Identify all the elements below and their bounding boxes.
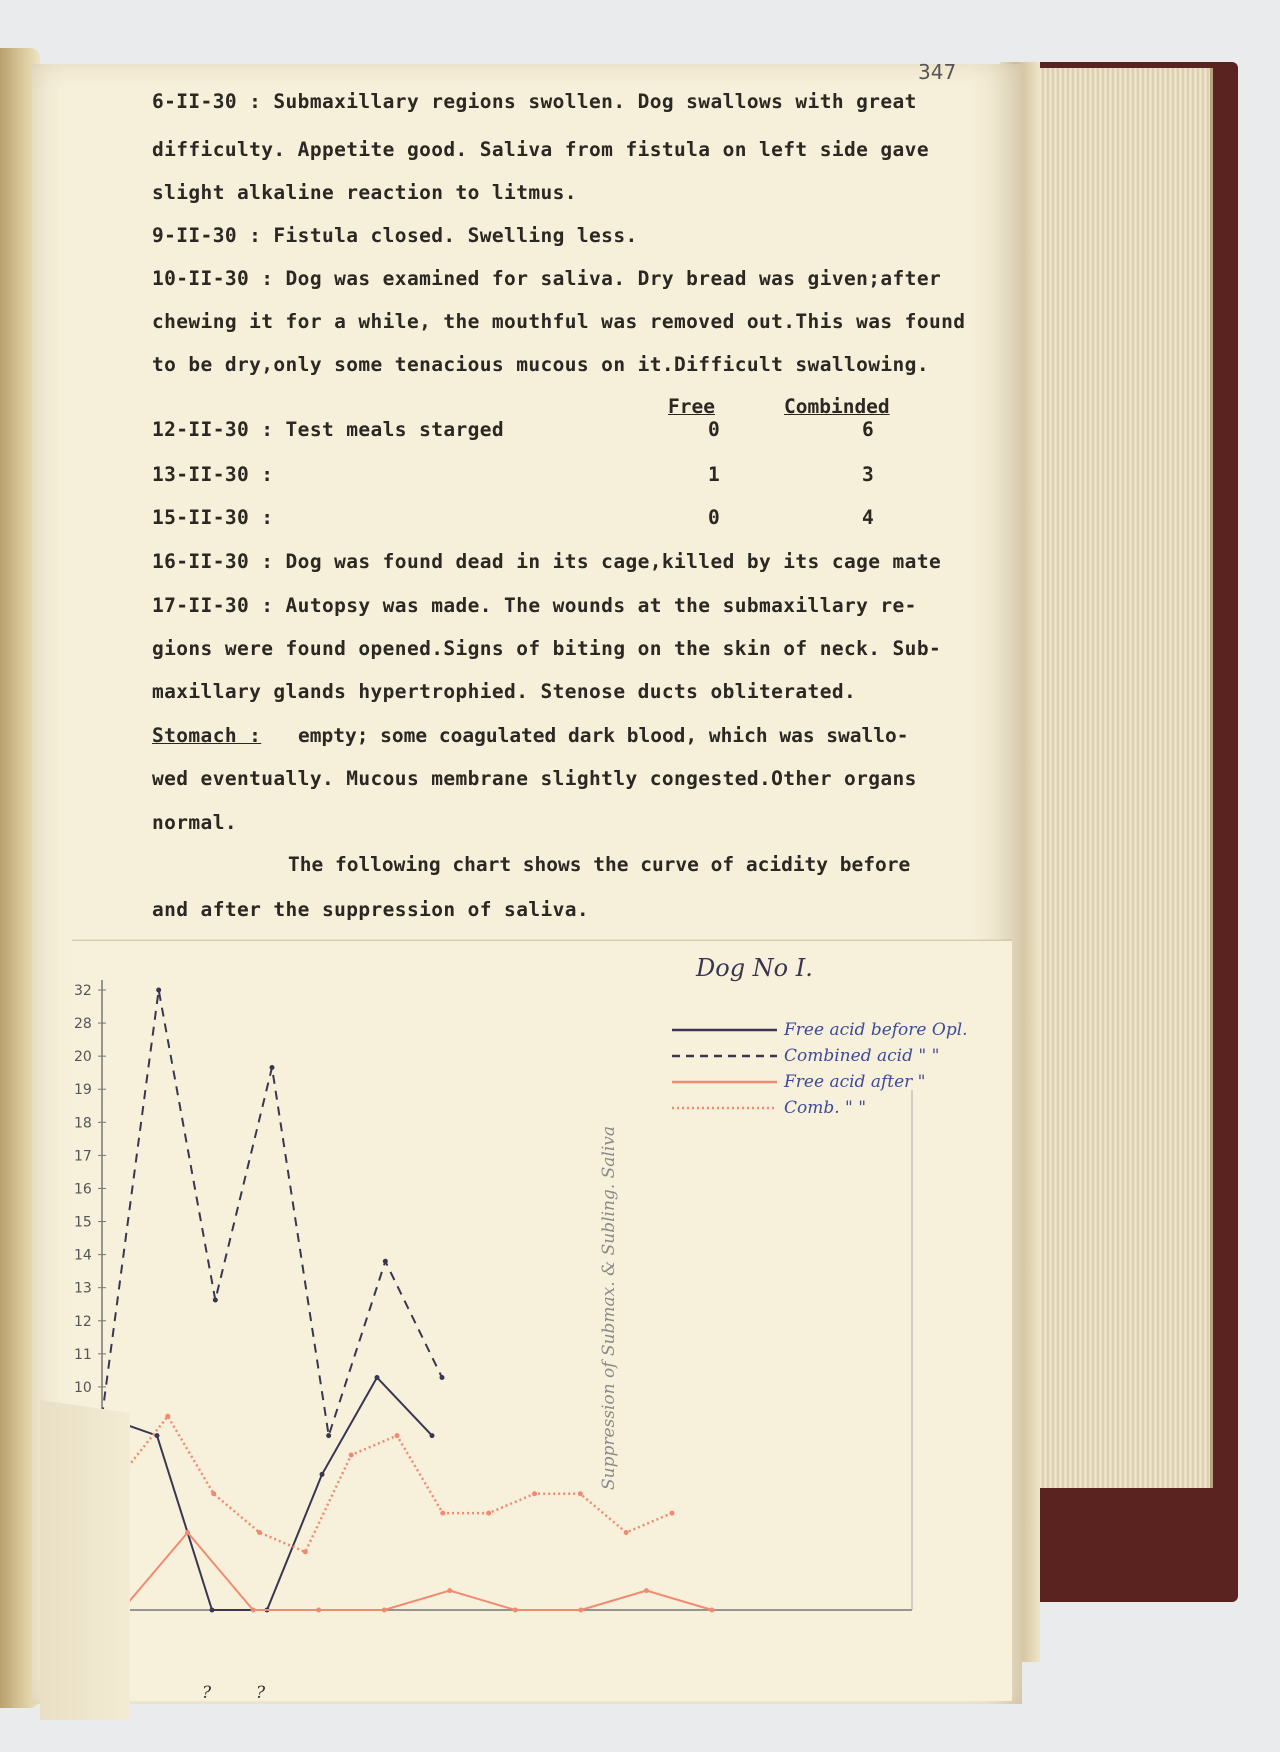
y-tick-label: 13 <box>74 1280 92 1297</box>
data-point <box>578 1491 583 1496</box>
data-point <box>213 1298 218 1303</box>
y-tick-label: 18 <box>74 1115 92 1132</box>
question-mark: ? <box>202 1683 212 1700</box>
data-point <box>320 1472 325 1477</box>
data-point <box>270 1065 275 1070</box>
data-point <box>670 1511 675 1516</box>
page-stack-edges <box>1030 68 1213 1488</box>
text-line: gions were found opened.Signs of biting on the skin of neck. Sub- <box>152 637 942 660</box>
data-point <box>440 1375 445 1380</box>
data-point <box>395 1433 400 1438</box>
y-tick-label: 28 <box>74 1016 92 1033</box>
text-line: slight alkaline reaction to litmus. <box>152 181 577 204</box>
chart-legend <box>672 1020 968 1118</box>
data-point <box>257 1530 262 1535</box>
text-line: wed eventually. Mucous membrane slightly congested.Other organs <box>152 767 917 790</box>
text-line: maxillary glands hypertrophied. Stenose ducts obliterated. <box>152 680 857 703</box>
legend-label: Free acid after " <box>784 1072 926 1092</box>
text-line: and after the suppression of saliva. <box>152 898 590 921</box>
table-row-date: 12-II-30 : Test meals starged <box>152 418 505 441</box>
legend-label: Comb. " " <box>784 1098 867 1118</box>
text-line: difficulty. Appetite good. Saliva from fistula on left side gave <box>152 138 929 161</box>
data-point <box>156 988 161 993</box>
data-point <box>303 1549 308 1554</box>
table-cell-combined: 3 <box>862 463 874 486</box>
stomach-label: Stomach : <box>152 724 262 747</box>
acidity-chart <box>72 940 1012 1700</box>
series-line <box>102 990 442 1436</box>
y-tick-label: 14 <box>74 1247 92 1264</box>
y-tick-label: 11 <box>74 1346 92 1363</box>
y-tick-label: 19 <box>74 1082 92 1099</box>
data-point <box>251 1608 256 1613</box>
y-tick-label: 32 <box>74 983 92 999</box>
data-point <box>644 1588 649 1593</box>
text-line: 17-II-30 : Autopsy was made. The wounds at the submaxillary re- <box>152 594 917 617</box>
text-line: 6-II-30 : Submaxillary regions swollen. Dog swallows with great <box>152 90 917 113</box>
y-tick-label: 12 <box>74 1313 92 1330</box>
y-tick-label: 16 <box>74 1181 92 1198</box>
y-tick-label: 20 <box>74 1049 92 1066</box>
data-point <box>383 1259 388 1264</box>
data-point <box>430 1433 435 1438</box>
chart-title: Dog No I. <box>696 954 813 982</box>
text-line: chewing it for a while, the mouthful was removed out.This was found <box>152 310 966 333</box>
y-axis-ticks <box>74 983 106 1429</box>
table-cell-free: 1 <box>708 463 720 486</box>
series-line <box>122 1533 712 1611</box>
legend-label: Free acid before Opl. <box>784 1020 968 1040</box>
table-cell-combined: 4 <box>862 506 874 529</box>
page-number: 347 <box>918 60 957 84</box>
data-point <box>447 1588 452 1593</box>
y-tick-label: 10 <box>74 1379 92 1396</box>
data-point <box>382 1608 387 1613</box>
data-point <box>349 1453 354 1458</box>
data-point <box>375 1375 380 1380</box>
text-line: normal. <box>152 811 237 834</box>
data-point <box>316 1608 321 1613</box>
data-point <box>326 1433 331 1438</box>
y-tick-label: 15 <box>74 1214 92 1231</box>
legend-label: Combined acid " " <box>784 1046 940 1066</box>
table-cell-free: 0 <box>708 418 720 441</box>
data-point <box>486 1511 491 1516</box>
text-line: 9-II-30 : Fistula closed. Swelling less. <box>152 224 638 247</box>
folded-page-corner <box>40 1400 130 1720</box>
data-point <box>155 1433 160 1438</box>
data-point <box>624 1530 629 1535</box>
table-header-combined: Combinded <box>784 395 890 418</box>
table-cell-combined: 6 <box>862 418 874 441</box>
data-point <box>185 1530 190 1535</box>
text-line: 16-II-30 : Dog was found dead in its cage,killed by its cage mate <box>152 550 942 573</box>
data-point <box>440 1511 445 1516</box>
chart-series <box>100 988 715 1613</box>
table-header-free: Free <box>668 395 715 418</box>
text-line: 10-II-30 : Dog was examined for saliva. Dry bread was given;after <box>152 267 942 290</box>
data-point <box>211 1491 216 1496</box>
data-point <box>532 1491 537 1496</box>
data-point <box>165 1414 170 1419</box>
table-row-date: 13-II-30 : <box>152 463 274 486</box>
table-cell-free: 0 <box>708 506 720 529</box>
data-point <box>513 1608 518 1613</box>
text-line: to be dry,only some tenacious mucous on it.Difficult swallowing. <box>152 353 929 376</box>
data-point <box>710 1608 715 1613</box>
text-line: empty; some coagulated dark blood, which was swallo- <box>298 724 909 747</box>
y-tick-label: 17 <box>74 1148 92 1165</box>
table-row-date: 15-II-30 : <box>152 506 274 529</box>
question-mark: ? <box>256 1683 266 1700</box>
suppression-annotation: Suppression of Submax. & Subling. Saliva <box>599 1126 619 1490</box>
data-point <box>210 1608 215 1613</box>
text-line: The following chart shows the curve of acidity before <box>288 853 911 876</box>
data-point <box>578 1608 583 1613</box>
